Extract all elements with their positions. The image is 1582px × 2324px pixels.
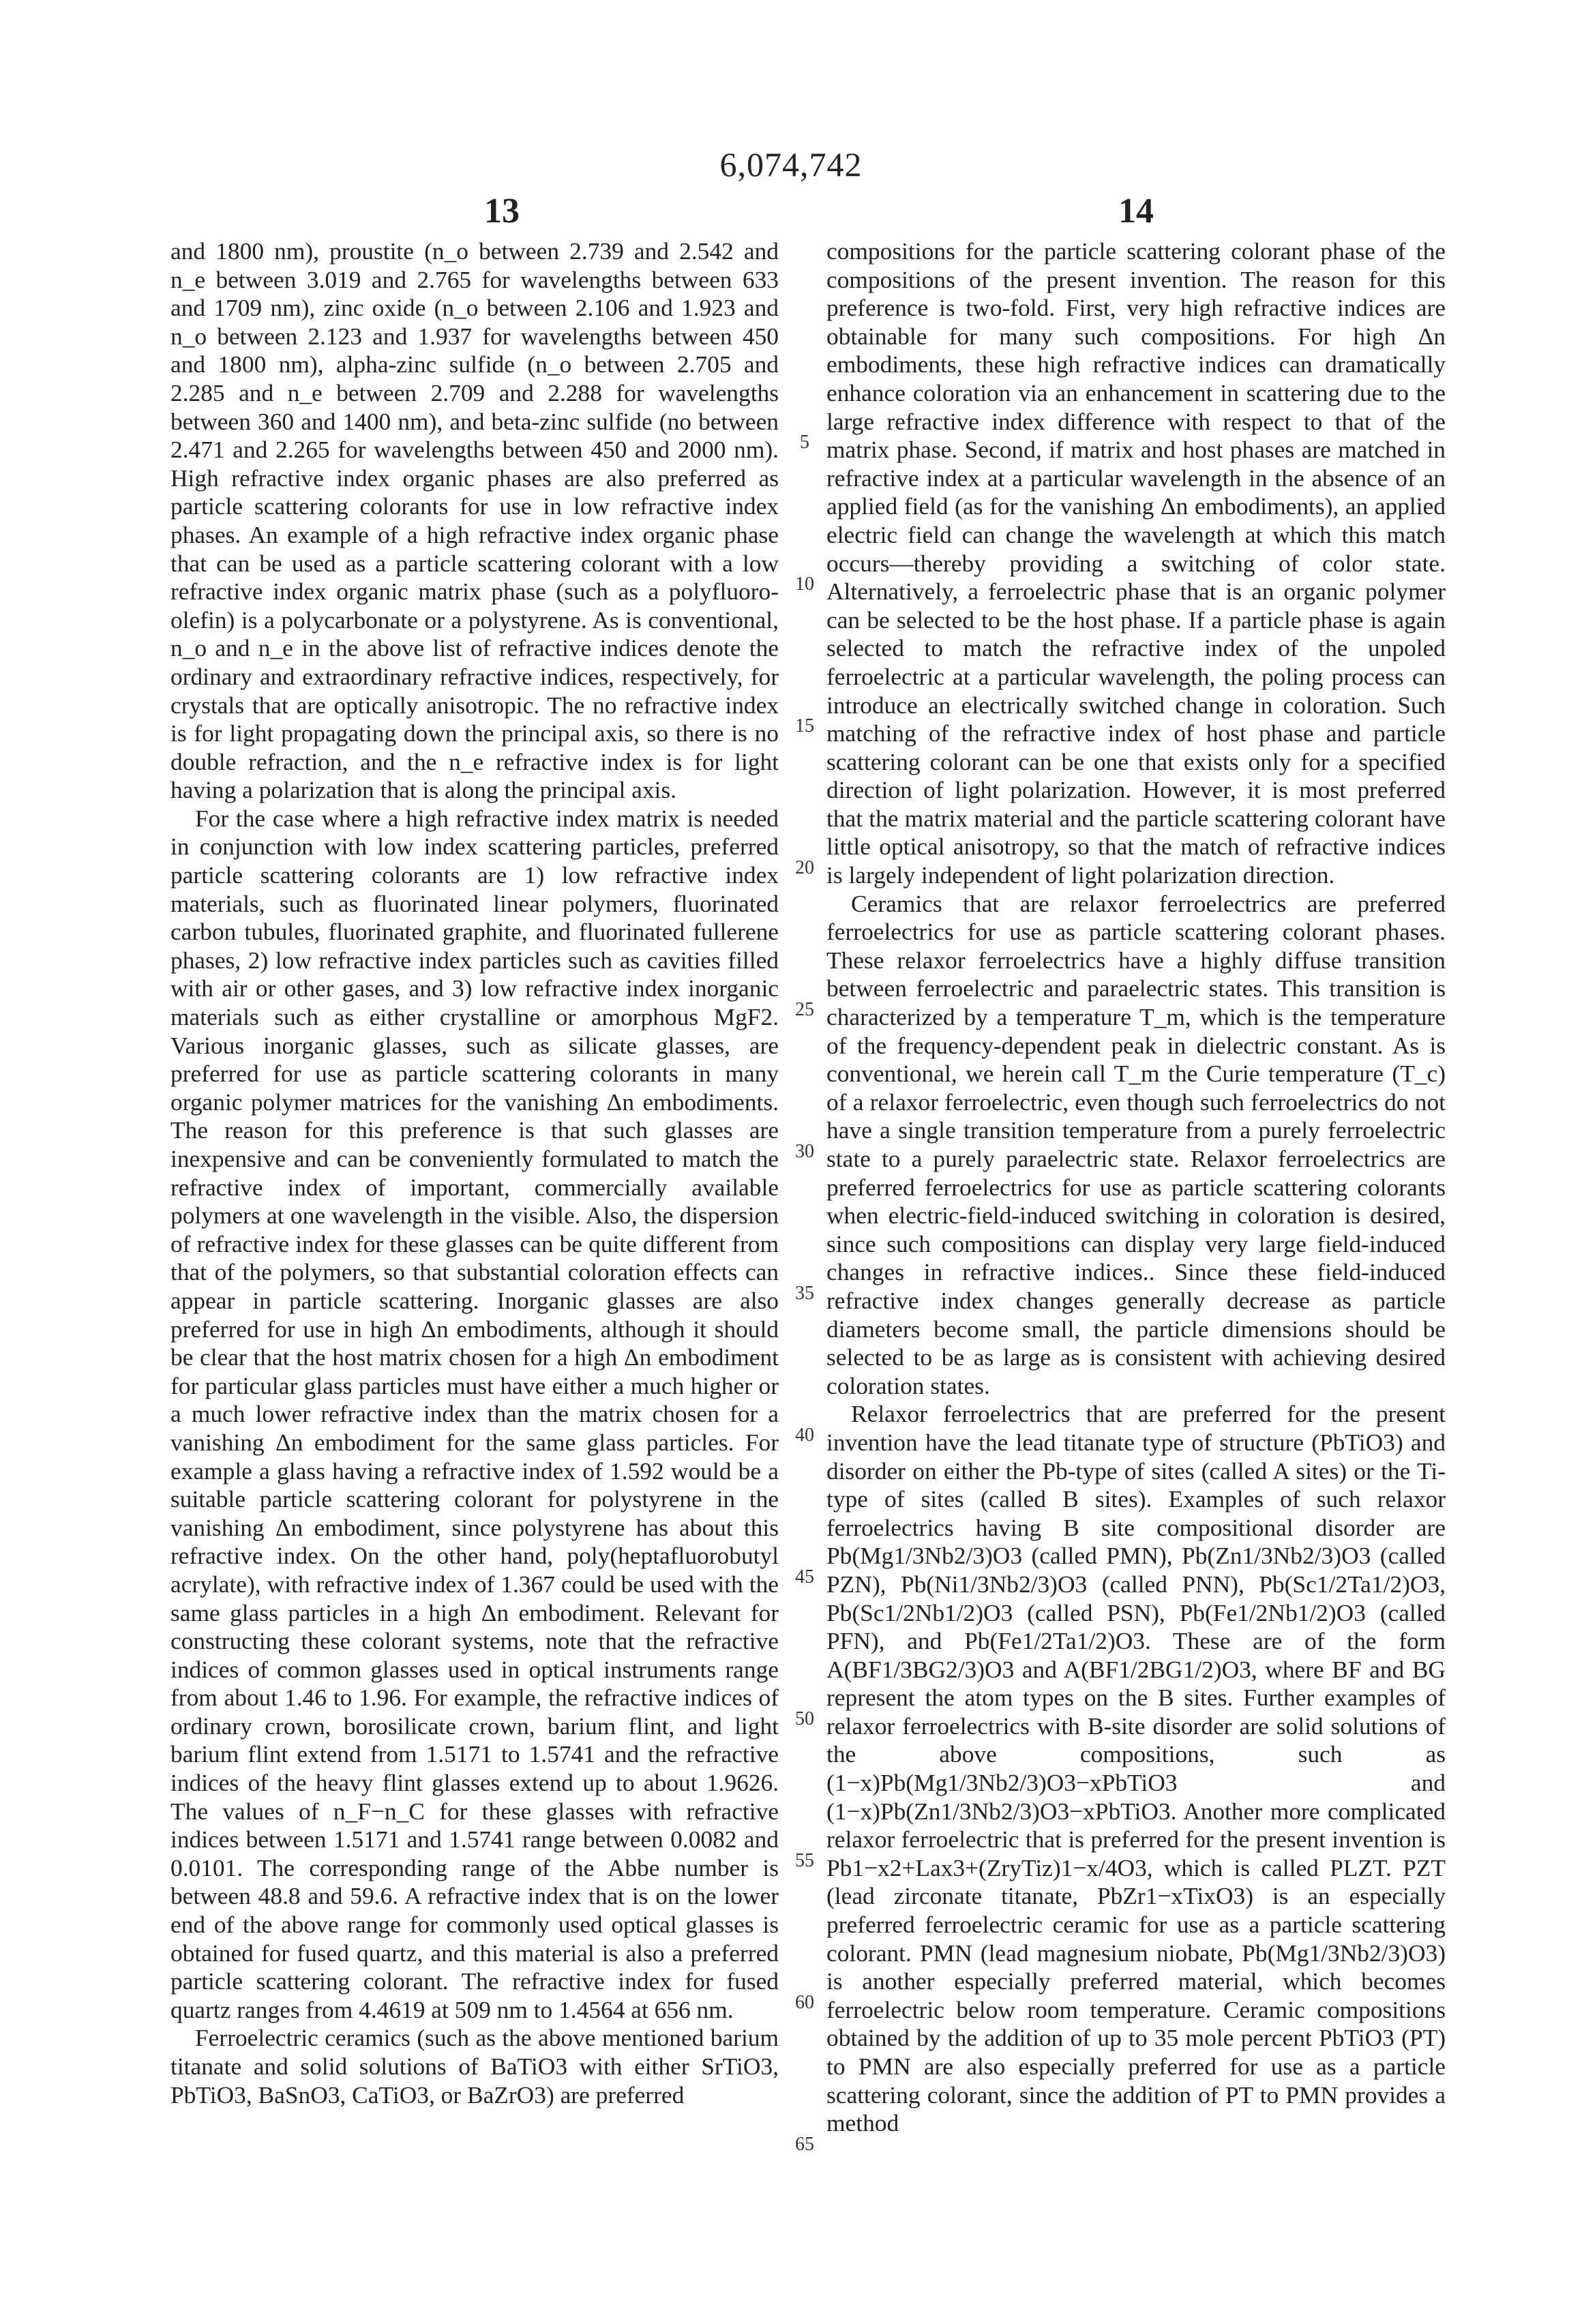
line-number: 55 — [784, 1850, 825, 1872]
right-column-number: 14 — [1068, 191, 1204, 231]
left-paragraph-3: Ferroelectric ceramics (such as the above mentioned barium titanate and solid solutions of BaTiO3 with either SrTiO3, PbTiO3, BaSnO3, CaTiO3, or BaZrO3) are preferred — [170, 2024, 779, 2109]
line-number: 50 — [784, 1708, 825, 1730]
right-paragraph-1: compositions for the particle scattering colorant phase of the compositions of the present invention. The reason for this preference is two-fold. First, very high refractive indices are obtainable for many such compositions. For high Δn embodiments, these high refractive indices can dramatically enhance coloration via an enhancement in scattering due to the large refractive index difference with respect to that of the matrix phase. Second, if matrix and host phases are matched in refractive index at a particular wavelength in the absence of an applied field (as for the vanishing Δn embodiments), an applied electric field can change the wavelength at which this match occurs—thereby providing a switching of color state. Alternatively, a ferroelectric phase that is an organic polymer can be selected to be the host phase. If a particle phase is again selected to match the refractive index of the unpoled ferroelectric at a particular wavelength, the poling process can introduce an electrically switched change in coloration. Such matching of the refractive index of host phase and particle scattering colorant can be one that exists only for a specified direction of light polarization. However, it is most preferred that the matrix material and the particle scattering colorant have little optical anisotropy, so that the match of refractive indices is largely independent of light polarization direction. — [826, 237, 1446, 890]
left-paragraph-2: For the case where a high refractive index matrix is needed in conjunction with low index scattering particles, preferred particle scattering colorants are 1) low refractive index materials, such as fluorinated linear polymers, fluorinated carbon tubules, fluorinated graphite, and fluorinated fullerene phases, 2) low refractive index particles such as cavities filled with air or other gases, and 3) low refractive index inorganic materials such as either crystalline or amorphous MgF2. Various inorganic glasses, such as silicate glasses, are preferred for use as particle scattering colorants in many organic polymer matrices for the vanishing Δn embodiments. The reason for this preference is that such glasses are inexpensive and can be conveniently formulated to match the refractive index of important, commercially available polymers at one wavelength in the visible. Also, the dispersion of refractive index for these glasses can be quite different from that of the polymers, so that substantial coloration effects can appear in particle scattering. Inorganic glasses are also preferred for use in high Δn embodiments, although it should be clear that the host matrix chosen for a high Δn embodiment for particular glass particles must have either a much higher or a much lower refractive index than the matrix chosen for a vanishing Δn embodiment for the same glass particles. For example a glass having a refractive index of 1.592 would be a suitable particle scattering colorant for polystyrene in the vanishing Δn embodiment, since polystyrene has about this refractive index. On the other hand, poly(heptafluorobutyl acrylate), with refractive index of 1.367 could be used with the same glass particles in a high Δn embodiment. Relevant for constructing these colorant systems, note that the refractive indices of common glasses used in optical instruments range from about 1.46 to 1.96. For example, the refractive indices of ordinary crown, borosilicate crown, barium flint, and light barium flint extend from 1.5171 to 1.5741 and the refractive indices of the heavy flint glasses extend up to about 1.9626. The values of n_F−n_C for these glasses with refractive indices between 1.5171 and 1.5741 range between 0.0082 and 0.0101. The corresponding range of the Abbe number is between 48.8 and 59.6. A refractive index that is on the lower end of the above range for commonly used optical glasses is obtained for fused quartz, and this material is also a preferred particle scattering colorant. The refractive index for fused quartz ranges from 4.4619 at 509 nm to 1.4564 at 656 nm. — [170, 805, 779, 2025]
line-number: 65 — [784, 2134, 825, 2156]
line-number: 35 — [784, 1283, 825, 1305]
left-column-number: 13 — [434, 191, 570, 231]
right-paragraph-3: Relaxor ferroelectrics that are preferred for the present invention have the lead titanate type of structure (PbTiO3) and disorder on either the Pb-type of sites (called A sites) or the Ti-type of sites (called B sites). Examples of such relaxor ferroelectrics having B site compositional disorder are Pb(Mg1/3Nb2/3)O3 (called PMN), Pb(Zn1/3Nb2/3)O3 (called PZN), Pb(Ni1/3Nb2/3)O3 (called PNN), Pb(Sc1/2Ta1/2)O3, Pb(Sc1/2Nb1/2)O3 (called PSN), Pb(Fe1/2Nb1/2)O3 (called PFN), and Pb(Fe1/2Ta1/2)O3. These are of the form A(BF1/3BG2/3)O3 and A(BF1/2BG1/2)O3, where BF and BG represent the atom types on the B sites. Further examples of relaxor ferroelectrics with B-site disorder are solid solutions of the above compositions, such as (1−x)Pb(Mg1/3Nb2/3)O3−xPbTiO3 and (1−x)Pb(Zn1/3Nb2/3)O3−xPbTiO3. Another more complicated relaxor ferroelectric that is preferred for the present invention is Pb1−x2+Lax3+(ZryTiz)1−x/4O3, which is called PLZT. PZT (lead zirconate titanate, PbZr1−xTixO3) is an especially preferred ferroelectric ceramic for use as a particle scattering colorant. PMN (lead magnesium niobate, Pb(Mg1/3Nb2/3)O3) is another especially preferred material, which becomes ferroelectric below room temperature. Ceramic compositions obtained by the addition of up to 35 mole percent PbTiO3 (PT) to PMN are also especially preferred for use as a particle scattering colorant, since the addition of PT to PMN provides a method — [826, 1400, 1446, 2137]
line-number: 60 — [784, 1992, 825, 2014]
left-paragraph-1: and 1800 nm), proustite (n_o between 2.739 and 2.542 and n_e between 3.019 and 2.765 for wavelengths between 633 and 1709 nm), zinc oxide (n_o between 2.106 and 1.923 and n_o between 2.123 and 1.937 for wavelengths between 450 and 1800 nm), alpha-zinc sulfide (n_o between 2.705 and 2.285 and n_e between 2.709 and 2.288 for wavelengths between 360 and 1400 nm), and beta-zinc sulfide (no between 2.471 and 2.265 for wavelengths between 450 and 2000 nm). High refractive index organic phases are also preferred as particle scattering colorants for use in low refractive index phases. An example of a high refractive index organic phase that can be used as a particle scattering colorant with a low refractive index organic matrix phase (such as a polyfluoro-olefin) is a polycarbonate or a polystyrene. As is conventional, n_o and n_e in the above list of refractive indices denote the ordinary and extraordinary refractive indices, respectively, for crystals that are optically anisotropic. The no refractive index is for light propagating down the principal axis, so there is no double refraction, and the n_e refractive index is for light having a polarization that is along the principal axis. — [170, 237, 779, 805]
line-number: 5 — [784, 432, 825, 453]
line-number: 30 — [784, 1141, 825, 1163]
right-paragraph-2: Ceramics that are relaxor ferroelectrics are preferred ferroelectrics for use as particle scattering colorant phases. These relaxor ferroelectrics have a highly diffuse transition between ferroelectric and paraelectric states. This transition is characterized by a temperature T_m, which is the temperature of the frequency-dependent peak in dielectric constant. As is conventional, we herein call T_m the Curie temperature (T_c) of a relaxor ferroelectric, even though such ferroelectrics do not have a single transition temperature from a purely ferroelectric state to a purely paraelectric state. Relaxor ferroelectrics are preferred ferroelectrics for use as particle scattering colorants when electric-field-induced switching in coloration is desired, since such compositions can display very large field-induced changes in refractive indices.. Since these field-induced refractive index changes generally decrease as particle diameters become small, the particle dimensions should be selected to be as large as is consistent with achieving desired coloration states. — [826, 890, 1446, 1401]
right-column — [826, 237, 1446, 2138]
left-column — [170, 237, 779, 2109]
line-number: 15 — [784, 715, 825, 737]
line-number: 25 — [784, 999, 825, 1021]
line-number: 40 — [784, 1425, 825, 1446]
line-number: 10 — [784, 573, 825, 595]
line-number: 45 — [784, 1566, 825, 1588]
line-number: 20 — [784, 857, 825, 879]
patent-number: 6,074,742 — [0, 145, 1582, 184]
